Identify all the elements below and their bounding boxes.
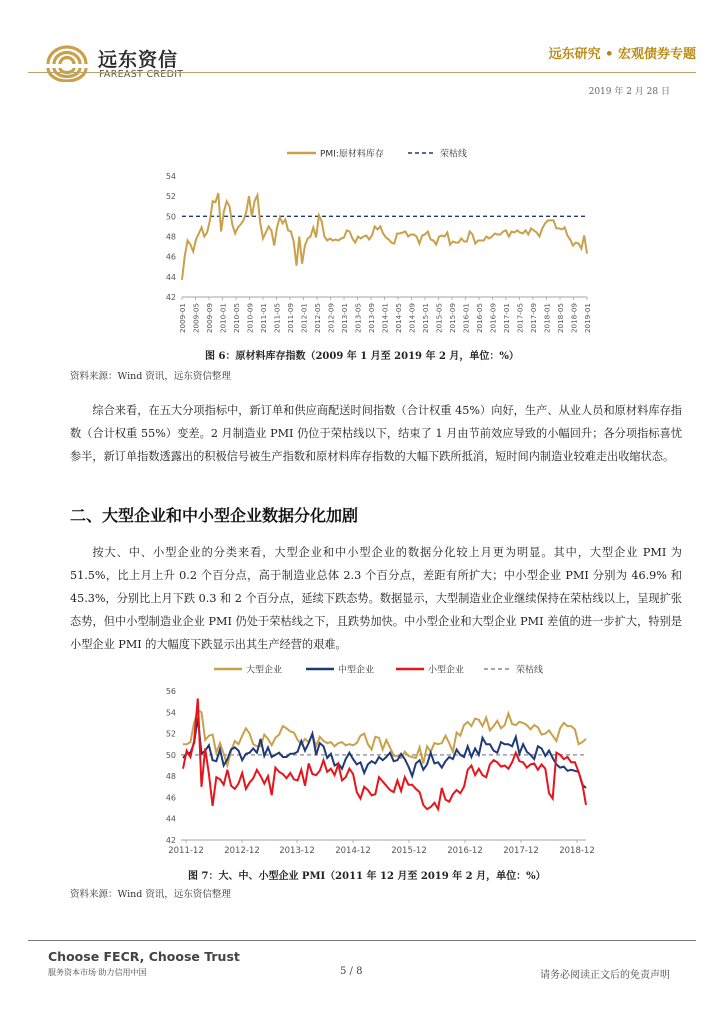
disclaimer-note: 请务必阅读正文后的免责声明 [540, 970, 670, 981]
figure7-source: 资料来源：Wind 资讯，远东资信整理 [70, 889, 231, 900]
x-tick-label: 2009-05 [191, 303, 201, 334]
x-tick-label: 2018-09 [569, 303, 579, 334]
x-tick-label: 2011-01 [259, 303, 268, 334]
y-tick-label: 54 [165, 708, 176, 718]
x-tick-label: 2013-01 [340, 303, 349, 334]
x-tick-label: 2018-05 [556, 303, 565, 334]
report-series-title: 远东研究 • 宏观债券专题 [548, 47, 696, 62]
x-tick-label: 2010-05 [232, 303, 241, 334]
y-tick-label: 52 [165, 729, 176, 739]
x-tick-label: 2016-01 [461, 303, 471, 334]
y-tick-label: 48 [165, 232, 176, 242]
y-tick-label: 50 [165, 750, 176, 760]
x-tick-label: 2018-12 [559, 846, 595, 856]
analysis-paragraph: 按大、中、小型企业的分类来看，大型企业和中小型企业的数据分化较上月更为明显。其中，大型企业 PMI 为 51.5%，比上月上升 0.2 个百分点，高于制造业总体 2.3 个百分点，差距有所扩大；中小型企业 PMI 分别为 46.9% 和 45.3%，分别比上月下跌 0.3 和 2 个百分点，延续下跌态势。数据显示，大型制造业企业继续保持在荣枯线以上，呈现扩张态势，但中小型制造业企业 PMI 仍处于荣枯线之下，且跌势加快。中小型企业和大型企业 PMI 差值的进一步扩大，特别是小型企业 PMI 的大幅度下跌显示出其生产经营的艰难。 [70, 546, 682, 651]
series-line-medium-enterprise [183, 718, 586, 788]
footer-subslogan: 服务资本市场 助力信用中国 [48, 968, 147, 977]
x-tick-label: 2015-12 [391, 846, 427, 856]
x-tick-label: 2012-05 [313, 303, 322, 334]
x-tick-label: 2009-01 [178, 303, 187, 334]
x-tick-label: 2014-09 [407, 303, 417, 334]
y-tick-label: 48 [165, 772, 176, 782]
x-tick-label: 2010-01 [218, 303, 228, 334]
x-tick-label: 2012-01 [299, 303, 309, 334]
x-tick-label: 2019-01 [583, 303, 592, 334]
footer-slogan: Choose FECR, Choose Trust [48, 949, 240, 964]
figure6-caption: 图 6：原材料库存指数（2009 年 1 月至 2019 年 2 月，单位：%） [205, 351, 519, 362]
section-title: 二、大型企业和中小型企业数据分化加剧 [70, 506, 359, 525]
x-tick-label: 2015-01 [421, 303, 430, 334]
x-tick-label: 2017-05 [515, 303, 525, 334]
x-tick-label: 2012-09 [326, 303, 336, 334]
logo-chinese-name: 远东资信 [98, 49, 179, 71]
figure6-source: 资料来源：Wind 资讯，远东资信整理 [70, 371, 231, 382]
x-tick-label: 2009-09 [205, 303, 214, 334]
header-divider [28, 72, 696, 73]
y-tick-label: 54 [165, 172, 176, 181]
x-tick-label: 2013-12 [279, 846, 315, 856]
y-tick-label: 44 [165, 814, 176, 824]
y-tick-label: 52 [165, 192, 176, 202]
series-line-large-enterprise [183, 710, 586, 765]
series-line-raw-material-inventory [182, 193, 587, 280]
summary-paragraph: 综合来看，在五大分项指标中，新订单和供应商配送时间指数（合计权重 45%）向好，生产、从业人员和原材料库存指数（合计权重 55%）变差。2 月制造业 PMI 仍位于荣枯线以下，结束了 1 月由节前效应导致的小幅回升；各分项指标喜忧参半，新订单指数透露出的积极信号被生产指数和原材料库存指数的大幅下跌所抵消，短时间内制造业较难走出收缩状态。 [70, 404, 682, 463]
legend-label-inventory: PMI:原材料库存 [320, 149, 384, 160]
logo-english-name: FAREAST CREDIT [99, 69, 184, 80]
x-tick-label: 2016-12 [447, 846, 483, 856]
report-date: 2019 年 2 月 28 日 [588, 87, 670, 97]
footer-divider [28, 940, 696, 941]
legend-label-large: 大型企业 [246, 665, 283, 676]
x-tick-label: 2012-12 [224, 846, 260, 856]
legend-label-threshold: 荣枯线 [516, 665, 544, 676]
legend-label-small: 小型企业 [428, 665, 465, 676]
legend-label-threshold: 荣枯线 [440, 149, 468, 160]
y-tick-label: 50 [165, 212, 176, 222]
x-tick-label: 2011-05 [272, 303, 282, 334]
y-tick-label: 42 [165, 293, 176, 302]
series-line-small-enterprise [183, 699, 586, 810]
x-tick-label: 2014-12 [335, 846, 371, 856]
x-tick-label: 2011-09 [286, 303, 295, 334]
y-tick-label: 56 [165, 687, 176, 696]
figure7-caption: 图 7：大、中、小型企业 PMI（2011 年 12 月至 2019 年 2 月，单位：%） [188, 871, 546, 882]
page-number: 5 / 8 [340, 966, 363, 977]
x-tick-label: 2017-01 [502, 303, 511, 334]
y-tick-label: 46 [165, 252, 176, 262]
x-tick-label: 2016-05 [475, 303, 484, 334]
x-tick-label: 2017-09 [529, 303, 538, 334]
x-tick-label: 2016-09 [488, 303, 498, 334]
x-tick-label: 2018-01 [542, 303, 552, 334]
x-tick-label: 2011-12 [168, 846, 204, 856]
legend-label-medium: 中型企业 [338, 665, 375, 676]
x-tick-label: 2013-09 [367, 303, 376, 334]
y-tick-label: 42 [165, 836, 176, 845]
x-tick-label: 2014-05 [394, 303, 403, 334]
y-tick-label: 46 [165, 793, 176, 803]
x-tick-label: 2015-05 [434, 303, 444, 334]
fareast-logo-icon [44, 42, 90, 82]
x-tick-label: 2017-12 [503, 846, 539, 856]
x-tick-label: 2015-09 [448, 303, 457, 334]
x-tick-label: 2013-05 [353, 303, 363, 334]
x-tick-label: 2014-01 [380, 303, 390, 334]
y-tick-label: 44 [165, 272, 176, 282]
x-tick-label: 2010-09 [245, 303, 255, 334]
